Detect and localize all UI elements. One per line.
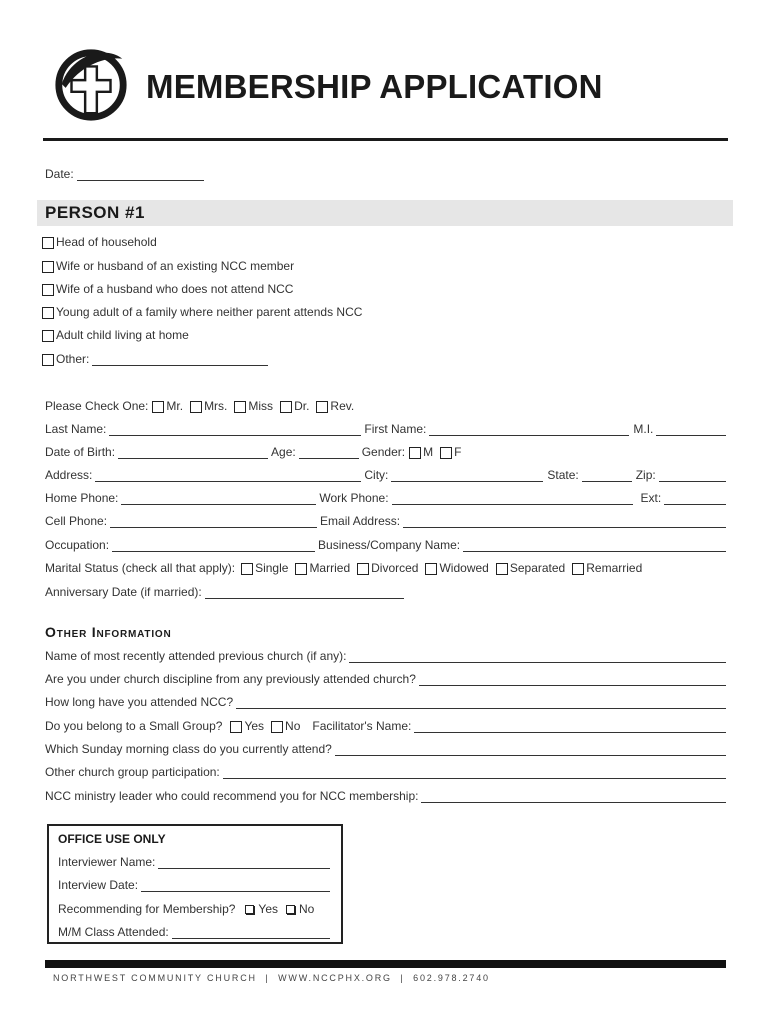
checkbox[interactable] <box>152 401 164 413</box>
option-label: Married <box>309 561 351 575</box>
anniversary-label: Anniversary Date (if married): <box>45 585 202 599</box>
prev-church-label: Name of most recently attended previous church (if any): <box>45 649 347 663</box>
footer-text: NORTHWEST COMMUNITY CHURCH | WWW.NCCPHX.ORG | 602.978.2740 <box>53 973 490 983</box>
mi-label: M.I. <box>633 422 654 436</box>
mi-field[interactable] <box>656 422 726 436</box>
other-field[interactable] <box>92 352 268 366</box>
option-label: Mr. <box>166 399 184 413</box>
checkbox[interactable] <box>572 563 584 575</box>
city-label: City: <box>364 468 389 482</box>
ministry-leader-field[interactable] <box>421 789 726 803</box>
household-option[interactable] <box>42 257 294 273</box>
option-label: Mrs. <box>204 399 228 413</box>
business-field[interactable] <box>463 538 726 552</box>
email-field[interactable] <box>403 514 726 528</box>
checkbox[interactable] <box>357 563 369 575</box>
discipline-field[interactable] <box>419 672 726 686</box>
date-field[interactable] <box>77 167 204 181</box>
prev-church-row <box>45 647 726 663</box>
how-long-field[interactable] <box>236 695 726 709</box>
recommending-label: Recommending for Membership? <box>58 902 236 916</box>
occupation-label: Occupation: <box>45 538 110 552</box>
interviewer-field[interactable] <box>158 855 330 869</box>
option-label: Dr. <box>294 399 310 413</box>
sunday-class-label: Which Sunday morning class do you currently attend? <box>45 742 332 756</box>
option-label: Remarried <box>586 561 643 575</box>
gender-label: Gender: <box>361 445 406 459</box>
household-option-other[interactable] <box>42 350 268 366</box>
household-option[interactable] <box>42 233 157 249</box>
cell-row <box>45 512 726 528</box>
cell-phone-label: Cell Phone: <box>45 514 108 528</box>
checkbox[interactable] <box>230 721 242 733</box>
option-label: Adult child living at home <box>56 328 189 342</box>
discipline-row <box>45 670 726 686</box>
option-label: Wife or husband of an existing NCC member <box>56 259 295 273</box>
checkbox[interactable] <box>440 447 452 459</box>
checkbox[interactable] <box>286 905 295 914</box>
checkbox[interactable] <box>42 261 54 273</box>
option-label: Young adult of a family where neither parent attends NCC <box>56 305 363 319</box>
group-participation-label: Other church group participation: <box>45 765 220 779</box>
dob-field[interactable] <box>118 445 268 459</box>
anniversary-field[interactable] <box>205 585 404 599</box>
footer-divider <box>45 960 726 968</box>
date-row <box>45 165 204 181</box>
checkbox[interactable] <box>241 563 253 575</box>
option-label: Wife of a husband who does not attend NCC <box>56 282 294 296</box>
option-label: F <box>454 445 462 459</box>
checkbox[interactable] <box>496 563 508 575</box>
option-label: Rev. <box>330 399 355 413</box>
zip-field[interactable] <box>659 468 726 482</box>
header-divider <box>43 138 728 141</box>
small-group-row <box>45 717 726 733</box>
occupation-field[interactable] <box>112 538 315 552</box>
ext-label: Ext: <box>640 491 662 505</box>
option-label: Head of household <box>56 235 157 249</box>
title-check-row <box>45 397 361 413</box>
checkbox[interactable] <box>245 905 254 914</box>
checkbox[interactable] <box>280 401 292 413</box>
checkbox[interactable] <box>425 563 437 575</box>
address-label: Address: <box>45 468 93 482</box>
marital-label: Marital Status (check all that apply): <box>45 561 236 575</box>
checkbox[interactable] <box>42 284 54 296</box>
city-field[interactable] <box>391 468 543 482</box>
option-label: Yes <box>258 902 278 916</box>
work-phone-field[interactable] <box>392 491 633 505</box>
group-participation-row <box>45 763 726 779</box>
discipline-label: Are you under church discipline from any previously attended church? <box>45 672 416 686</box>
interview-date-field[interactable] <box>141 878 330 892</box>
option-label: Separated <box>509 561 566 575</box>
mm-class-label: M/M Class Attended: <box>58 925 169 939</box>
how-long-row <box>45 693 726 709</box>
option-label: Divorced <box>371 561 419 575</box>
facilitator-label: Facilitator's Name: <box>312 719 412 733</box>
household-option[interactable] <box>42 280 293 296</box>
work-phone-label: Work Phone: <box>319 491 389 505</box>
checkbox[interactable] <box>295 563 307 575</box>
checkbox[interactable] <box>42 330 54 342</box>
facilitator-field[interactable] <box>414 719 726 733</box>
checkbox[interactable] <box>271 721 283 733</box>
interviewer-label: Interviewer Name: <box>58 855 156 869</box>
option-label: Yes <box>244 719 265 733</box>
checkbox[interactable] <box>409 447 421 459</box>
title-check-label: Please Check One: <box>45 399 149 413</box>
ministry-leader-label: NCC ministry leader who could recommend you for NCC membership: <box>45 789 419 803</box>
dob-label: Date of Birth: <box>45 445 116 459</box>
last-name-field[interactable] <box>109 422 361 436</box>
checkbox[interactable] <box>316 401 328 413</box>
checkbox[interactable] <box>234 401 246 413</box>
small-group-label: Do you belong to a Small Group? <box>45 719 223 733</box>
checkbox[interactable] <box>190 401 202 413</box>
business-label: Business/Company Name: <box>318 538 461 552</box>
group-participation-field[interactable] <box>223 765 726 779</box>
age-field[interactable] <box>299 445 359 459</box>
zip-label: Zip: <box>635 468 656 482</box>
page-title: MEMBERSHIP APPLICATION <box>146 68 603 105</box>
how-long-label: How long have you attended NCC? <box>45 695 234 709</box>
ministry-leader-row <box>45 787 726 803</box>
household-option[interactable] <box>42 303 362 319</box>
cell-phone-field[interactable] <box>110 514 317 528</box>
other-info-heading: Other Information <box>45 624 172 640</box>
option-label: No <box>299 902 315 916</box>
option-label: M <box>423 445 434 459</box>
home-phone-field[interactable] <box>121 491 316 505</box>
prev-church-field[interactable] <box>349 649 726 663</box>
phone-row <box>45 489 726 505</box>
occupation-row <box>45 536 726 552</box>
name-row <box>45 420 726 436</box>
checkbox[interactable] <box>42 307 54 319</box>
dob-row <box>45 443 468 459</box>
mm-class-field[interactable] <box>172 925 330 939</box>
interview-date-label: Interview Date: <box>58 878 139 892</box>
ncc-logo-icon <box>52 45 130 123</box>
option-label: Widowed <box>439 561 489 575</box>
last-name-label: Last Name: <box>45 422 107 436</box>
first-name-field[interactable] <box>429 422 629 436</box>
office-use-box <box>47 824 343 944</box>
sunday-class-row <box>45 740 726 756</box>
option-label: No <box>285 719 301 733</box>
sunday-class-field[interactable] <box>335 742 726 756</box>
option-label: Other: <box>56 352 90 366</box>
address-field[interactable] <box>95 468 361 482</box>
marital-row <box>45 559 649 575</box>
state-field[interactable] <box>582 468 632 482</box>
checkbox[interactable] <box>42 237 54 249</box>
date-label: Date: <box>45 167 74 181</box>
option-label: Miss <box>248 399 274 413</box>
office-use-title: OFFICE USE ONLY <box>58 832 166 846</box>
household-option[interactable] <box>42 326 189 342</box>
checkbox[interactable] <box>42 354 54 366</box>
person-heading: PERSON #1 <box>45 203 145 222</box>
email-label: Email Address: <box>320 514 401 528</box>
address-row <box>45 466 726 482</box>
age-label: Age: <box>271 445 296 459</box>
ext-field[interactable] <box>664 491 726 505</box>
first-name-label: First Name: <box>364 422 427 436</box>
person-section-header <box>37 200 733 226</box>
option-label: Single <box>255 561 289 575</box>
anniversary-row <box>45 583 404 599</box>
state-label: State: <box>547 468 579 482</box>
home-phone-label: Home Phone: <box>45 491 119 505</box>
